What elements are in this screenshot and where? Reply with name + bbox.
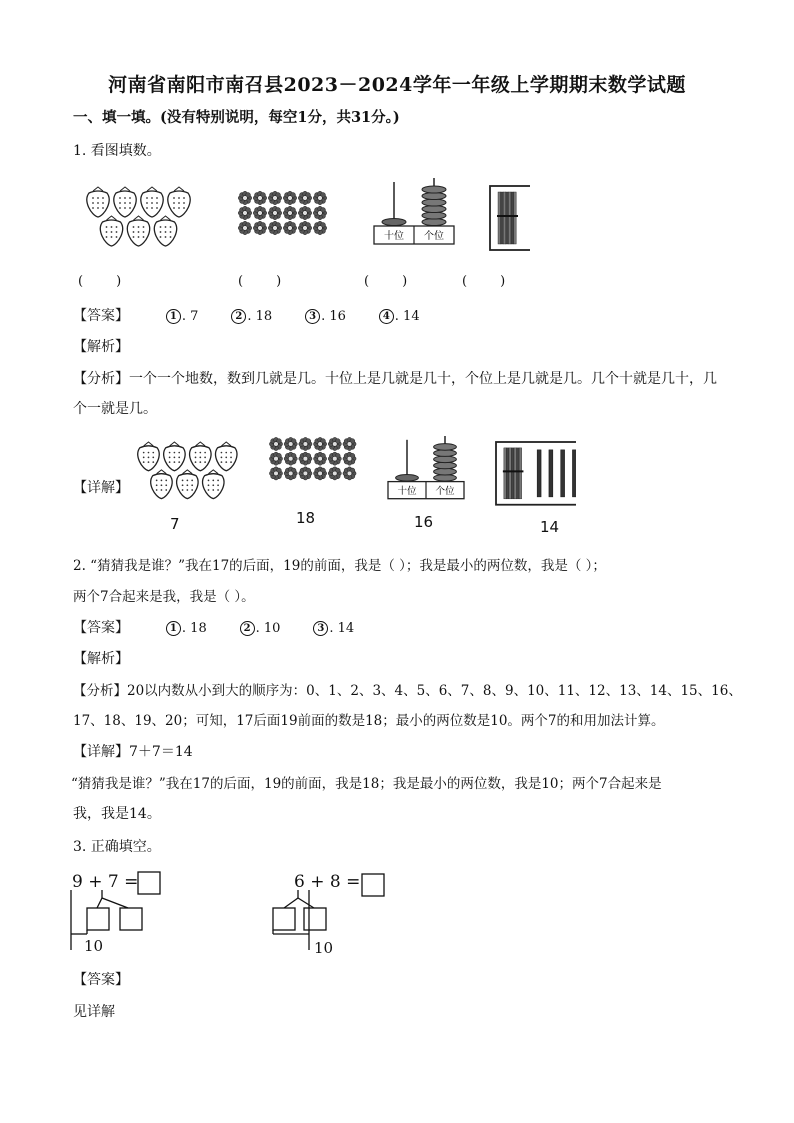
q1-answer-row — [73, 306, 420, 327]
q2-line-2: 两个7合起来是我，我是（ ）。 — [73, 589, 255, 605]
flower-icon — [318, 456, 323, 461]
q2-analysis-tag: 【解析】 — [73, 651, 129, 667]
strawberry-icon — [216, 446, 237, 471]
decompose-box[interactable] — [120, 908, 142, 930]
answer-tag: 【答案】 — [73, 620, 129, 636]
strawberry-group — [87, 187, 190, 246]
figure-label: 18 — [296, 509, 316, 527]
answer-item: 3 . 14 — [313, 621, 354, 636]
flower-icon — [318, 226, 323, 231]
flower-icon — [303, 211, 308, 216]
strawberry-icon — [190, 446, 211, 471]
section-heading: 一、填一填。(没有特别说明，每空1分，共31分。) — [73, 109, 400, 126]
abacus-figure — [374, 178, 454, 244]
figure-label: 16 — [414, 513, 434, 531]
q2-explain-line-1: “猜猜我是谁？”我在17的后面，19的前面，我是18；我是最小的两位数，我是10；两个7合起来是 — [71, 776, 662, 792]
q1-figures — [70, 178, 530, 260]
flower-icon — [318, 196, 323, 201]
flower-icon — [347, 442, 352, 447]
strawberry-icon — [127, 220, 149, 246]
strawberry-icon — [138, 446, 159, 471]
flower-icon — [303, 196, 308, 201]
flower-icon — [288, 456, 293, 461]
strawberry-group — [138, 442, 237, 499]
flower-icon — [288, 442, 293, 447]
flower-icon — [258, 226, 263, 231]
q3-ten-label-1: 10 — [84, 937, 104, 955]
q1-prompt: 1. 看图填数。 — [73, 143, 161, 159]
flower-icon — [332, 442, 337, 447]
q1-analysis-line-1: 【分析】一个一个地数，数到几就是几。十位上是几就是几十，个位上是几就是几。几个十就是几十，几 — [73, 371, 717, 387]
q3-ten-label-2: 10 — [314, 939, 334, 957]
decompose-box[interactable] — [273, 908, 295, 930]
flower-icon — [274, 456, 279, 461]
flower-icon — [303, 442, 308, 447]
decompose-box[interactable] — [87, 908, 109, 930]
flower-icon — [303, 456, 308, 461]
flower-group — [269, 437, 356, 480]
q1-analysis-line-2: 个一就是几。 — [73, 401, 157, 417]
q1-detail-tag: 【详解】 — [73, 480, 129, 496]
flower-icon — [274, 442, 279, 447]
flower-group — [238, 191, 326, 234]
figure-label: 14 — [540, 518, 560, 536]
strawberry-icon — [100, 220, 122, 246]
answer-tag: 【答案】 — [73, 308, 129, 324]
q1-analysis-tag: 【解析】 — [73, 339, 129, 355]
flower-icon — [243, 211, 248, 216]
abacus-figure — [388, 436, 464, 499]
q2-answer-row — [73, 618, 354, 639]
q2-analysis-line-2: 17、18、19、20；可知，17后面19前面的数是18；最小的两位数是10。两个7的和用加法计算。 — [73, 713, 665, 729]
strawberry-icon — [151, 474, 172, 499]
svg-text:个位: 个位 — [435, 485, 455, 497]
flower-icon — [243, 196, 248, 201]
flower-icon — [288, 211, 293, 216]
q2-explain-line-2: 我，我是14。 — [73, 806, 161, 822]
q3-equation-2: 6 + 8 = — [294, 872, 361, 892]
flower-icon — [303, 226, 308, 231]
strawberry-icon — [168, 191, 190, 217]
flower-icon — [318, 471, 323, 476]
q1-detail-figures — [126, 436, 576, 508]
q1-blank-4[interactable]: ( ) — [462, 274, 506, 289]
flower-icon — [332, 456, 337, 461]
flower-icon — [273, 196, 278, 201]
svg-text:十位: 十位 — [397, 485, 417, 497]
svg-text:个位: 个位 — [424, 231, 444, 242]
q1-blank-2[interactable]: ( ) — [238, 274, 282, 289]
flower-icon — [318, 211, 323, 216]
sticks-figure — [490, 186, 530, 250]
answer-item: 4 . 14 — [379, 309, 420, 324]
flower-icon — [303, 471, 308, 476]
strawberry-icon — [177, 474, 198, 499]
decompose-box[interactable] — [304, 908, 326, 930]
q3-decompose-diagrams — [68, 868, 408, 958]
flower-icon — [288, 471, 293, 476]
strawberry-icon — [114, 191, 136, 217]
answer-item: 3 . 16 — [305, 309, 346, 324]
answer-item: 1 . 18 — [166, 621, 207, 636]
q3-answer-tag: 【答案】 — [73, 972, 129, 988]
flower-icon — [273, 211, 278, 216]
q3-prompt: 3. 正确填空。 — [73, 839, 161, 855]
flower-icon — [243, 226, 248, 231]
page-title: 河南省南阳市南召县2023－2024学年一年级上学期期末数学试题 — [108, 74, 686, 96]
flower-icon — [273, 226, 278, 231]
answer-box[interactable] — [138, 872, 160, 894]
answer-item: 1 . 7 — [166, 309, 199, 324]
sticks-figure — [496, 442, 576, 505]
figure-label: 7 — [170, 515, 180, 533]
strawberry-icon — [87, 191, 109, 217]
svg-text:十位: 十位 — [384, 231, 404, 242]
q1-blank-1[interactable]: ( ) — [78, 274, 122, 289]
flower-icon — [347, 456, 352, 461]
q2-detail-line: 【详解】7＋7＝14 — [73, 744, 193, 760]
flower-icon — [318, 442, 323, 447]
answer-box[interactable] — [362, 874, 384, 896]
strawberry-icon — [154, 220, 176, 246]
strawberry-icon — [141, 191, 163, 217]
q2-line-1: 2. “猜猜我是谁？”我在17的后面，19的前面，我是（ ）；我是最小的两位数，我是（ ）； — [73, 558, 606, 574]
q2-analysis-line-1: 【分析】20以内数从小到大的顺序为：0、1、2、3、4、5、6、7、8、9、10、11、12、13、14、15、16、 — [73, 683, 742, 699]
flower-icon — [288, 226, 293, 231]
flower-icon — [274, 471, 279, 476]
strawberry-icon — [164, 446, 185, 471]
q1-blank-3[interactable]: ( ) — [364, 274, 408, 289]
flower-icon — [258, 196, 263, 201]
q3-answer-text: 见详解 — [73, 1004, 115, 1020]
flower-icon — [332, 471, 337, 476]
flower-icon — [347, 471, 352, 476]
q3-equation-1: 9 + 7 = — [72, 872, 139, 892]
flower-icon — [288, 196, 293, 201]
answer-item: 2 . 18 — [231, 309, 272, 324]
strawberry-icon — [203, 474, 224, 499]
flower-icon — [258, 211, 263, 216]
answer-item: 2 . 10 — [240, 621, 281, 636]
